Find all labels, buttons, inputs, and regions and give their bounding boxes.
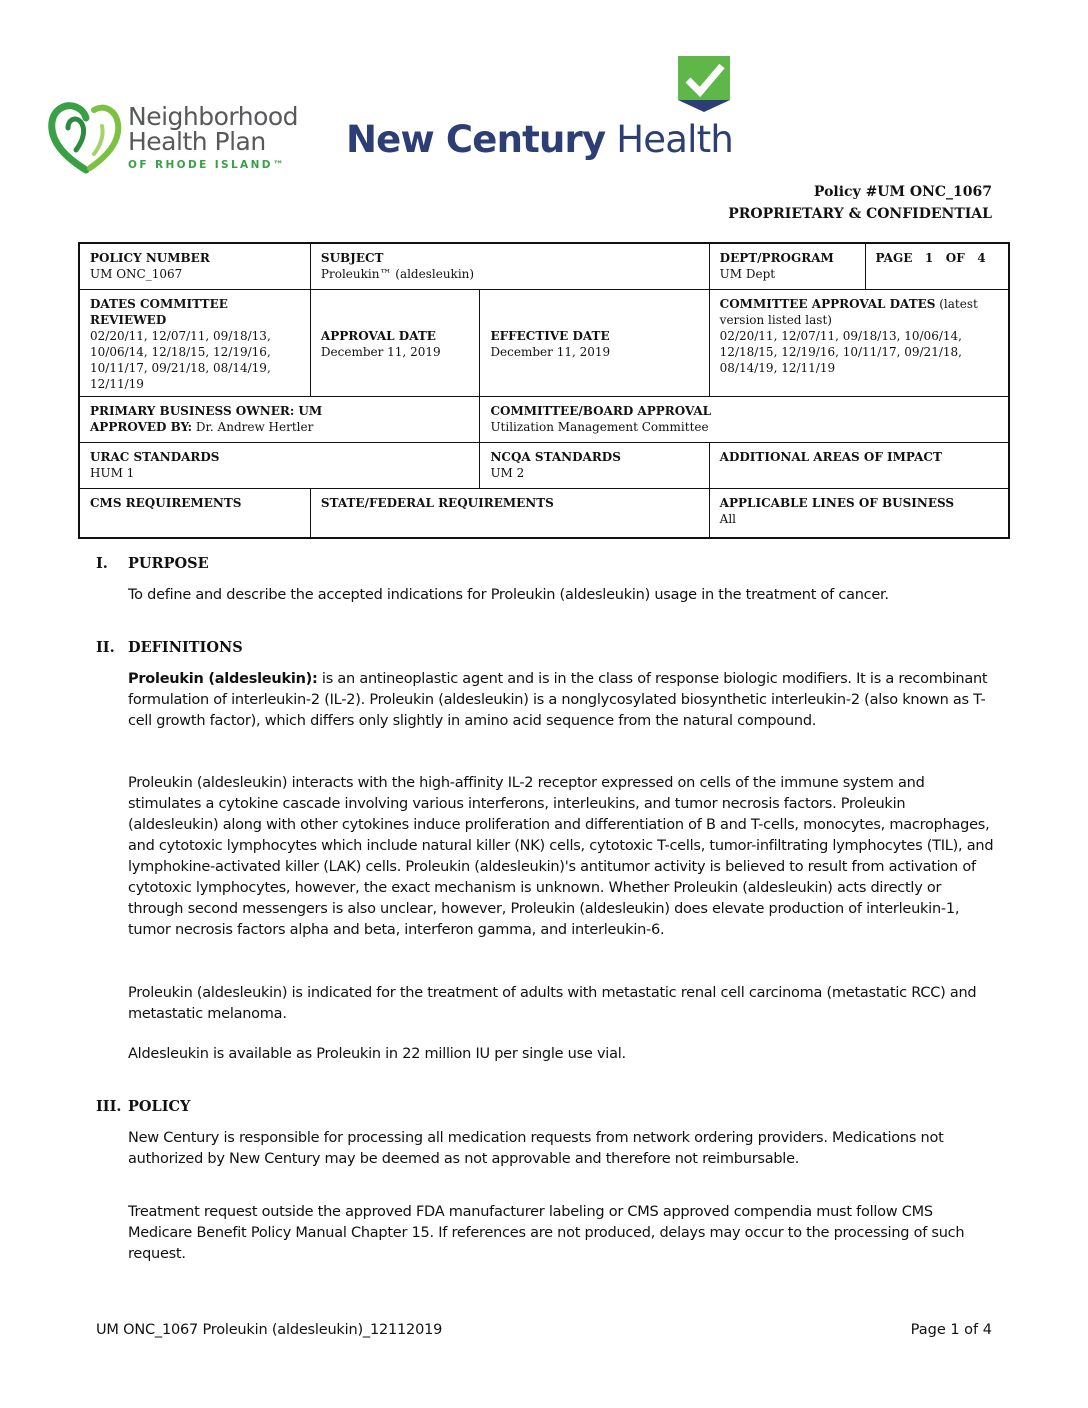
committee-dates-label: COMMITTEE APPROVAL DATES <box>719 296 936 311</box>
definitions-title: DEFINITIONS <box>128 639 243 656</box>
nch-logo-bold: New Century <box>346 118 606 161</box>
checkmark-badge-icon <box>678 56 730 112</box>
policy-title: POLICY <box>128 1098 191 1115</box>
approval-date-cell <box>310 289 480 396</box>
definitions-heading <box>96 639 243 656</box>
board-label: COMMITTEE/BOARD APPROVAL <box>490 403 712 418</box>
definition-paragraph-4: Aldesleukin is available as Proleukin in 22 million IU per single use vial. <box>128 1046 626 1062</box>
purpose-number: I. <box>96 555 108 572</box>
dates-reviewed-value: 02/20/11, 12/07/11, 09/18/13, 10/06/14, 12/18/15, 12/19/16, 10/11/17, 09/21/18, 08/14/19, 12/11/19 <box>90 328 271 391</box>
policy-number-label: POLICY NUMBER <box>90 251 210 265</box>
page-label: PAGE 1 OF 4 <box>875 251 986 265</box>
effective-date-cell <box>480 289 709 396</box>
committee-dates-cell <box>709 289 1009 396</box>
approved-by-value: Dr. Andrew Hertler <box>192 419 314 434</box>
footer-document-id: UM ONC_1067 Proleukin (aldesleukin)_12112019 <box>96 1322 443 1338</box>
definition-text: is an antineoplastic agent and is in the class of response biologic modifiers. It is a recombinant formulation of interleukin-2 (IL-2). Proleukin (aldesleukin) is a nonglycosylated biosynthetic interleukin-2 (also known as T-cell growth factor), which differs only slightly in amino acid sequence from the natural compound. <box>128 671 988 729</box>
dept-cell <box>709 243 865 289</box>
purpose-title: PURPOSE <box>128 555 209 572</box>
state-federal-label: STATE/FEDERAL REQUIREMENTS <box>320 495 554 510</box>
neighborhood-health-plan-logo <box>46 98 316 178</box>
dept-value: UM Dept <box>719 267 776 281</box>
cms-cell <box>79 488 310 538</box>
definition-term: Proleukin (aldesleukin): <box>128 671 318 687</box>
purpose-text: To define and describe the accepted indications for Proleukin (aldesleukin) usage in the treatment of cancer. <box>128 587 889 603</box>
definition-paragraph-3: Proleukin (aldesleukin) is indicated for the treatment of adults with metastatic renal cell carcinoma (metastatic RCC) and metastatic melanoma. <box>128 985 977 1022</box>
board-approval-cell <box>480 396 1009 442</box>
page-cell <box>865 243 1009 289</box>
ncqa-value: UM 2 <box>490 465 525 480</box>
impact-cell <box>709 442 1009 488</box>
lob-cell <box>709 488 1009 538</box>
policy-info-table <box>78 242 1010 539</box>
urac-value: HUM 1 <box>90 465 135 480</box>
approved-by-label: APPROVED BY: <box>90 419 193 434</box>
policy-number-heading: Policy #UM ONC_1067 <box>813 184 992 200</box>
subject-cell <box>310 243 709 289</box>
dates-reviewed-cell <box>79 289 310 396</box>
definition-paragraph-1 <box>128 669 998 732</box>
nhp-logo-line2: Health Plan <box>128 127 266 156</box>
owner-label: PRIMARY BUSINESS OWNER: UM <box>90 403 323 418</box>
policy-number: III. <box>96 1098 122 1115</box>
dept-label: DEPT/PROGRAM <box>719 251 834 265</box>
policy-header <box>728 181 992 225</box>
subject-label: SUBJECT <box>320 251 384 265</box>
ncqa-label: NCQA STANDARDS <box>490 449 621 464</box>
effective-date-label: EFFECTIVE DATE <box>490 328 610 343</box>
approval-date-label: APPROVAL DATE <box>320 328 436 343</box>
lob-value: All <box>719 511 737 526</box>
nhp-heart-icon <box>46 98 128 178</box>
urac-cell <box>79 442 480 488</box>
subject-value: Proleukin™ (aldesleukin) <box>320 267 475 281</box>
effective-date-value: December 11, 2019 <box>490 344 611 359</box>
committee-dates-value: 02/20/11, 12/07/11, 09/18/13, 10/06/14, 12/18/15, 12/19/16, 10/11/17, 09/21/18, 08/14/19, 12/11/19 <box>719 328 962 375</box>
policy-number-value: UM ONC_1067 <box>90 267 183 281</box>
cms-label: CMS REQUIREMENTS <box>90 495 242 510</box>
policy-heading <box>96 1098 190 1115</box>
nhp-logo-line3: OF RHODE ISLAND™ <box>128 159 286 171</box>
urac-label: URAC STANDARDS <box>90 449 220 464</box>
owner-cell <box>79 396 480 442</box>
purpose-heading <box>96 555 209 572</box>
dates-reviewed-label: DATES COMMITTEE REVIEWED <box>90 296 228 327</box>
definition-paragraph-2: Proleukin (aldesleukin) interacts with the high-affinity IL-2 receptor expressed on cells of the immune system and stimulates a cytokine cascade involving various interferons, interleukins, and tumor necrosis factors. Proleukin (aldesleukin) along with other cytokines induce proliferation and differentiation of B and T-cells, monocytes, macrophages, and cytotoxic lymphocytes which include natural killer (NK) cells, cytotoxic T-cells, tumor-infiltrating lymphocytes (TIL), and lymphokine-activated killer (LAK) cells. Proleukin (aldesleukin)'s antitumor activity is believed to result from activation of cytotoxic lymphocytes, however, the exact mechanism is unknown. Whether Proleukin (aldesleukin) acts directly or through second messengers is also unclear, however, Proleukin (aldesleukin) does elevate production of interleukin-1, tumor necrosis factors alpha and beta, interferon gamma, and interleukin-6. <box>128 775 994 938</box>
policy-number-cell <box>79 243 310 289</box>
ncqa-cell <box>480 442 709 488</box>
board-value: Utilization Management Committee <box>490 419 709 434</box>
footer-page-number: Page 1 of 4 <box>910 1322 992 1338</box>
impact-label: ADDITIONAL AREAS OF IMPACT <box>719 449 942 464</box>
approval-date-value: December 11, 2019 <box>320 344 441 359</box>
policy-paragraph-2: Treatment request outside the approved FDA manufacturer labeling or CMS approved compendia must follow CMS Medicare Benefit Policy Manual Chapter 15. If references are not produced, delays may occur to the processing of such request. <box>128 1204 965 1262</box>
committee-dates-note: (latest version listed last) <box>719 296 978 327</box>
definitions-number: II. <box>96 639 115 656</box>
policy-paragraph-1: New Century is responsible for processing all medication requests from network ordering providers. Medications not authorized by New Century may be deemed as not approvable and therefore not reimbursable. <box>128 1130 944 1167</box>
state-federal-cell <box>310 488 709 538</box>
confidential-heading: PROPRIETARY & CONFIDENTIAL <box>728 206 992 222</box>
lob-label: APPLICABLE LINES OF BUSINESS <box>719 495 955 510</box>
new-century-health-logo <box>346 54 746 174</box>
nhp-logo-line1: Neighborhood <box>128 102 299 131</box>
nch-logo-regular: Health <box>605 118 733 161</box>
